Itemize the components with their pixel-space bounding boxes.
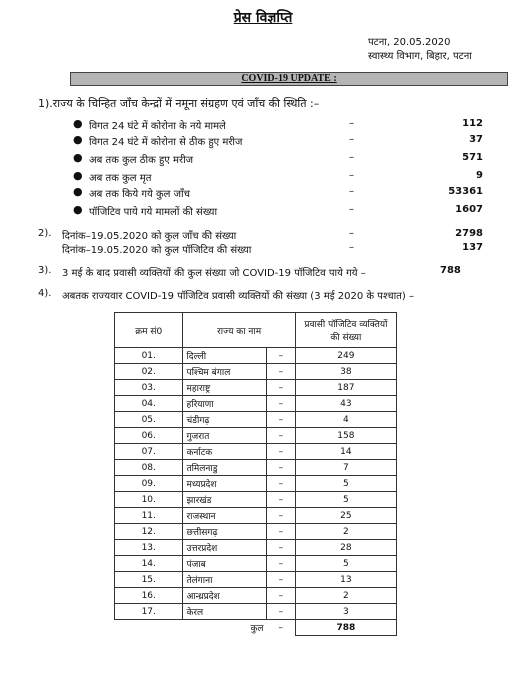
row-count: 4 [295,412,396,428]
row-dash: – [266,364,295,380]
status-item-dash: – [349,186,354,197]
row-state-name: झारखंड [183,492,267,508]
row-dash: – [266,604,295,620]
bullet-icon: ● [73,185,83,198]
table-row [115,524,397,540]
status-item-dash: – [349,170,354,181]
section-2-line1-value: 2798 [455,228,483,239]
table-row [115,556,397,572]
row-serial: 13. [115,540,183,556]
status-item-dash: – [349,134,354,145]
row-state-name: चंडीगढ़ [183,412,267,428]
row-dash: – [266,476,295,492]
row-dash: – [266,380,295,396]
row-count: 2 [295,524,396,540]
row-state-name: पश्चिम बंगाल [183,364,267,380]
header-state-name: राज्य का नाम [183,313,295,348]
row-serial: 03. [115,380,183,396]
status-item-value: 9 [476,170,483,181]
row-dash: – [266,540,295,556]
covid-update-banner: COVID-19 UPDATE : [70,72,508,86]
status-item [73,170,483,184]
row-count: 249 [295,348,396,364]
department-name: स्वास्थ्य विभाग, बिहार, पटना [368,51,472,62]
total-dash: – [278,622,283,633]
section-2-line2-dash: – [349,242,354,253]
table-row [115,428,397,444]
status-item-label: विगत 24 घंटे में कोरोना के नये मामले [89,121,226,132]
status-item-label: पॉजिटिव पाये गये मामलों की संख्या [89,207,218,218]
row-dash: – [266,492,295,508]
row-count: 38 [295,364,396,380]
section-4-text: अबतक राज्यवार COVID-19 पॉजिटिव प्रवासी व्यक्तियों की संख्या (3 मई 2020 के पश्चात) – [62,291,414,302]
total-value: 788 [295,620,396,636]
row-state-name: महाराष्ट्र [183,380,267,396]
row-count: 7 [295,460,396,476]
row-serial: 17. [115,604,183,620]
row-dash: – [266,396,295,412]
row-count: 5 [295,492,396,508]
row-serial: 08. [115,460,183,476]
section-3-text: 3 मई के बाद प्रवासी व्यक्तियों की कुल संख्या जो COVID-19 पॉजिटिव पाये गये – [62,268,366,279]
row-count: 13 [295,572,396,588]
row-serial: 12. [115,524,183,540]
row-state-name: उत्तरप्रदेश [183,540,267,556]
table-row [115,364,397,380]
table-row [115,540,397,556]
place-date: पटना, 20.05.2020 [368,37,451,48]
row-state-name: छत्तीसगढ़ [183,524,267,540]
row-state-name: राजस्थान [183,508,267,524]
row-serial: 16. [115,588,183,604]
status-item [73,134,483,148]
row-count: 43 [295,396,396,412]
status-item [73,186,483,200]
row-state-name: गुजरात [183,428,267,444]
row-count: 2 [295,588,396,604]
row-serial: 07. [115,444,183,460]
bullet-icon: ● [73,169,83,182]
table-row [115,412,397,428]
header-positive-count: प्रवासी पॉजिटिव व्यक्तियों की संख्या [295,313,396,348]
table-row [115,460,397,476]
row-count: 28 [295,540,396,556]
row-dash: – [266,572,295,588]
row-state-name: तेलंगाना [183,572,267,588]
total-spacer [115,620,183,636]
table-total-row [115,620,397,636]
row-serial: 01. [115,348,183,364]
row-serial: 10. [115,492,183,508]
bullet-icon: ● [73,203,83,216]
table-row [115,476,397,492]
section-4-number: 4). [38,288,52,299]
row-state-name: पंजाब [183,556,267,572]
status-item-label: विगत 24 घंटे में कोरोना से ठीक हुए मरीज [89,137,243,148]
row-serial: 15. [115,572,183,588]
status-item-label: अब तक किये गये कुल जाँच [89,189,190,200]
status-item-value: 1607 [455,204,483,215]
row-count: 187 [295,380,396,396]
bullet-icon: ● [73,117,83,130]
table-row [115,604,397,620]
row-serial: 11. [115,508,183,524]
row-count: 14 [295,444,396,460]
header-serial: क्रम सं0 [115,313,183,348]
row-serial: 04. [115,396,183,412]
row-serial: 14. [115,556,183,572]
row-count: 158 [295,428,396,444]
status-item [73,204,483,218]
row-state-name: तमिलनाडु [183,460,267,476]
row-count: 3 [295,604,396,620]
row-state-name: केरल [183,604,267,620]
bullet-icon: ● [73,151,83,164]
row-state-name: कर्नाटक [183,444,267,460]
table-row [115,380,397,396]
status-item-label: अब तक कुल ठीक हुए मरीज [89,155,194,166]
row-dash: – [266,556,295,572]
status-item-value: 571 [462,152,483,163]
row-serial: 02. [115,364,183,380]
row-dash: – [266,460,295,476]
section-3-value: 788 [440,265,461,276]
status-item-value: 37 [469,134,483,145]
table-header-row [115,313,397,348]
status-item-value: 53361 [448,186,483,197]
row-state-name: मध्यप्रदेश [183,476,267,492]
section-2-line1-dash: – [349,228,354,239]
status-item-dash: – [349,204,354,215]
row-dash: – [266,348,295,364]
section-2-number: 2). [38,228,52,239]
table-row [115,508,397,524]
status-item-dash: – [349,118,354,129]
table-row [115,492,397,508]
table-row [115,444,397,460]
row-state-name: दिल्ली [183,348,267,364]
status-item-dash: – [349,152,354,163]
row-serial: 05. [115,412,183,428]
press-release-title: प्रेस विज्ञप्ति [233,10,293,26]
table-row [115,572,397,588]
table-row [115,348,397,364]
row-dash: – [266,524,295,540]
status-item [73,152,483,166]
bullet-icon: ● [73,133,83,146]
section-2-line2-label: दिनांक–19.05.2020 को कुल पॉजिटिव की संख्या [62,245,252,256]
row-dash: – [266,588,295,604]
section-3-number: 3). [38,265,52,276]
status-item-label: अब तक कुल मृत [89,173,152,184]
section-2-line1-label: दिनांक–19.05.2020 को कुल जाँच की संख्या [62,231,237,242]
status-item-value: 112 [462,118,483,129]
section-2-line2-value: 137 [462,242,483,253]
table-row [115,396,397,412]
row-serial: 09. [115,476,183,492]
state-wise-table [114,312,397,636]
row-dash: – [266,444,295,460]
total-label: कुल [250,624,264,635]
row-count: 5 [295,476,396,492]
row-dash: – [266,428,295,444]
row-count: 5 [295,556,396,572]
row-count: 25 [295,508,396,524]
row-serial: 06. [115,428,183,444]
status-item [73,118,483,132]
row-state-name: हरियाणा [183,396,267,412]
row-state-name: आन्ध्रप्रदेश [183,588,267,604]
row-dash: – [266,508,295,524]
section-1-heading: 1).राज्य के चिन्हित जाँच केन्द्रों में नमूना संग्रहण एवं जाँच की स्थिति :– [38,97,320,110]
row-dash: – [266,412,295,428]
table-row [115,588,397,604]
